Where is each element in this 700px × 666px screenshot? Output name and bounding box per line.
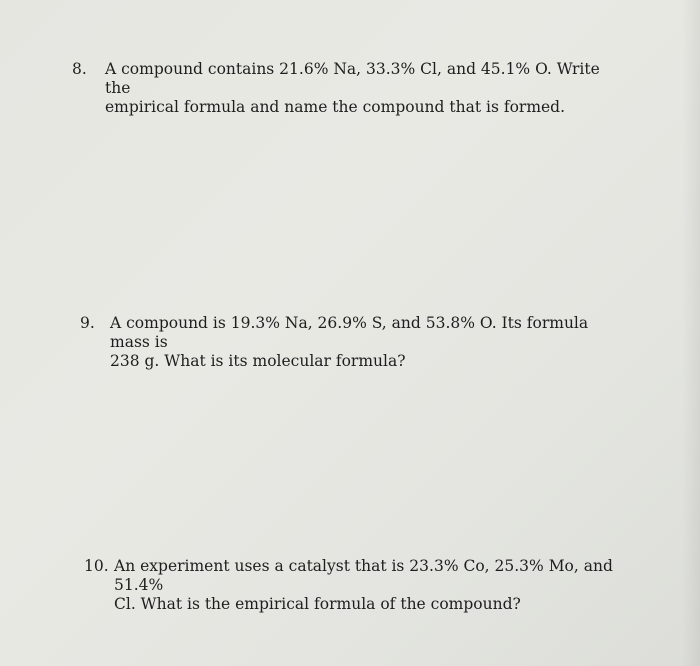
question-10 xyxy=(84,557,624,614)
question-8 xyxy=(72,60,612,117)
question-text: A compound contains 21.6% Na, 33.3% Cl, and 45.1% O. Write the empirical formula and name the compound that is formed. xyxy=(105,60,600,116)
page-edge-shadow xyxy=(682,0,700,666)
question-number: 10. xyxy=(84,557,109,575)
question-9 xyxy=(80,314,620,371)
question-number: 8. xyxy=(72,60,87,78)
question-number: 9. xyxy=(80,314,95,332)
question-text: An experiment uses a catalyst that is 23.3% Co, 25.3% Mo, and 51.4% Cl. What is the empirical formula of the compound? xyxy=(114,557,613,613)
question-text: A compound is 19.3% Na, 26.9% S, and 53.8% O. Its formula mass is 238 g. What is its molecular formula? xyxy=(110,314,589,370)
